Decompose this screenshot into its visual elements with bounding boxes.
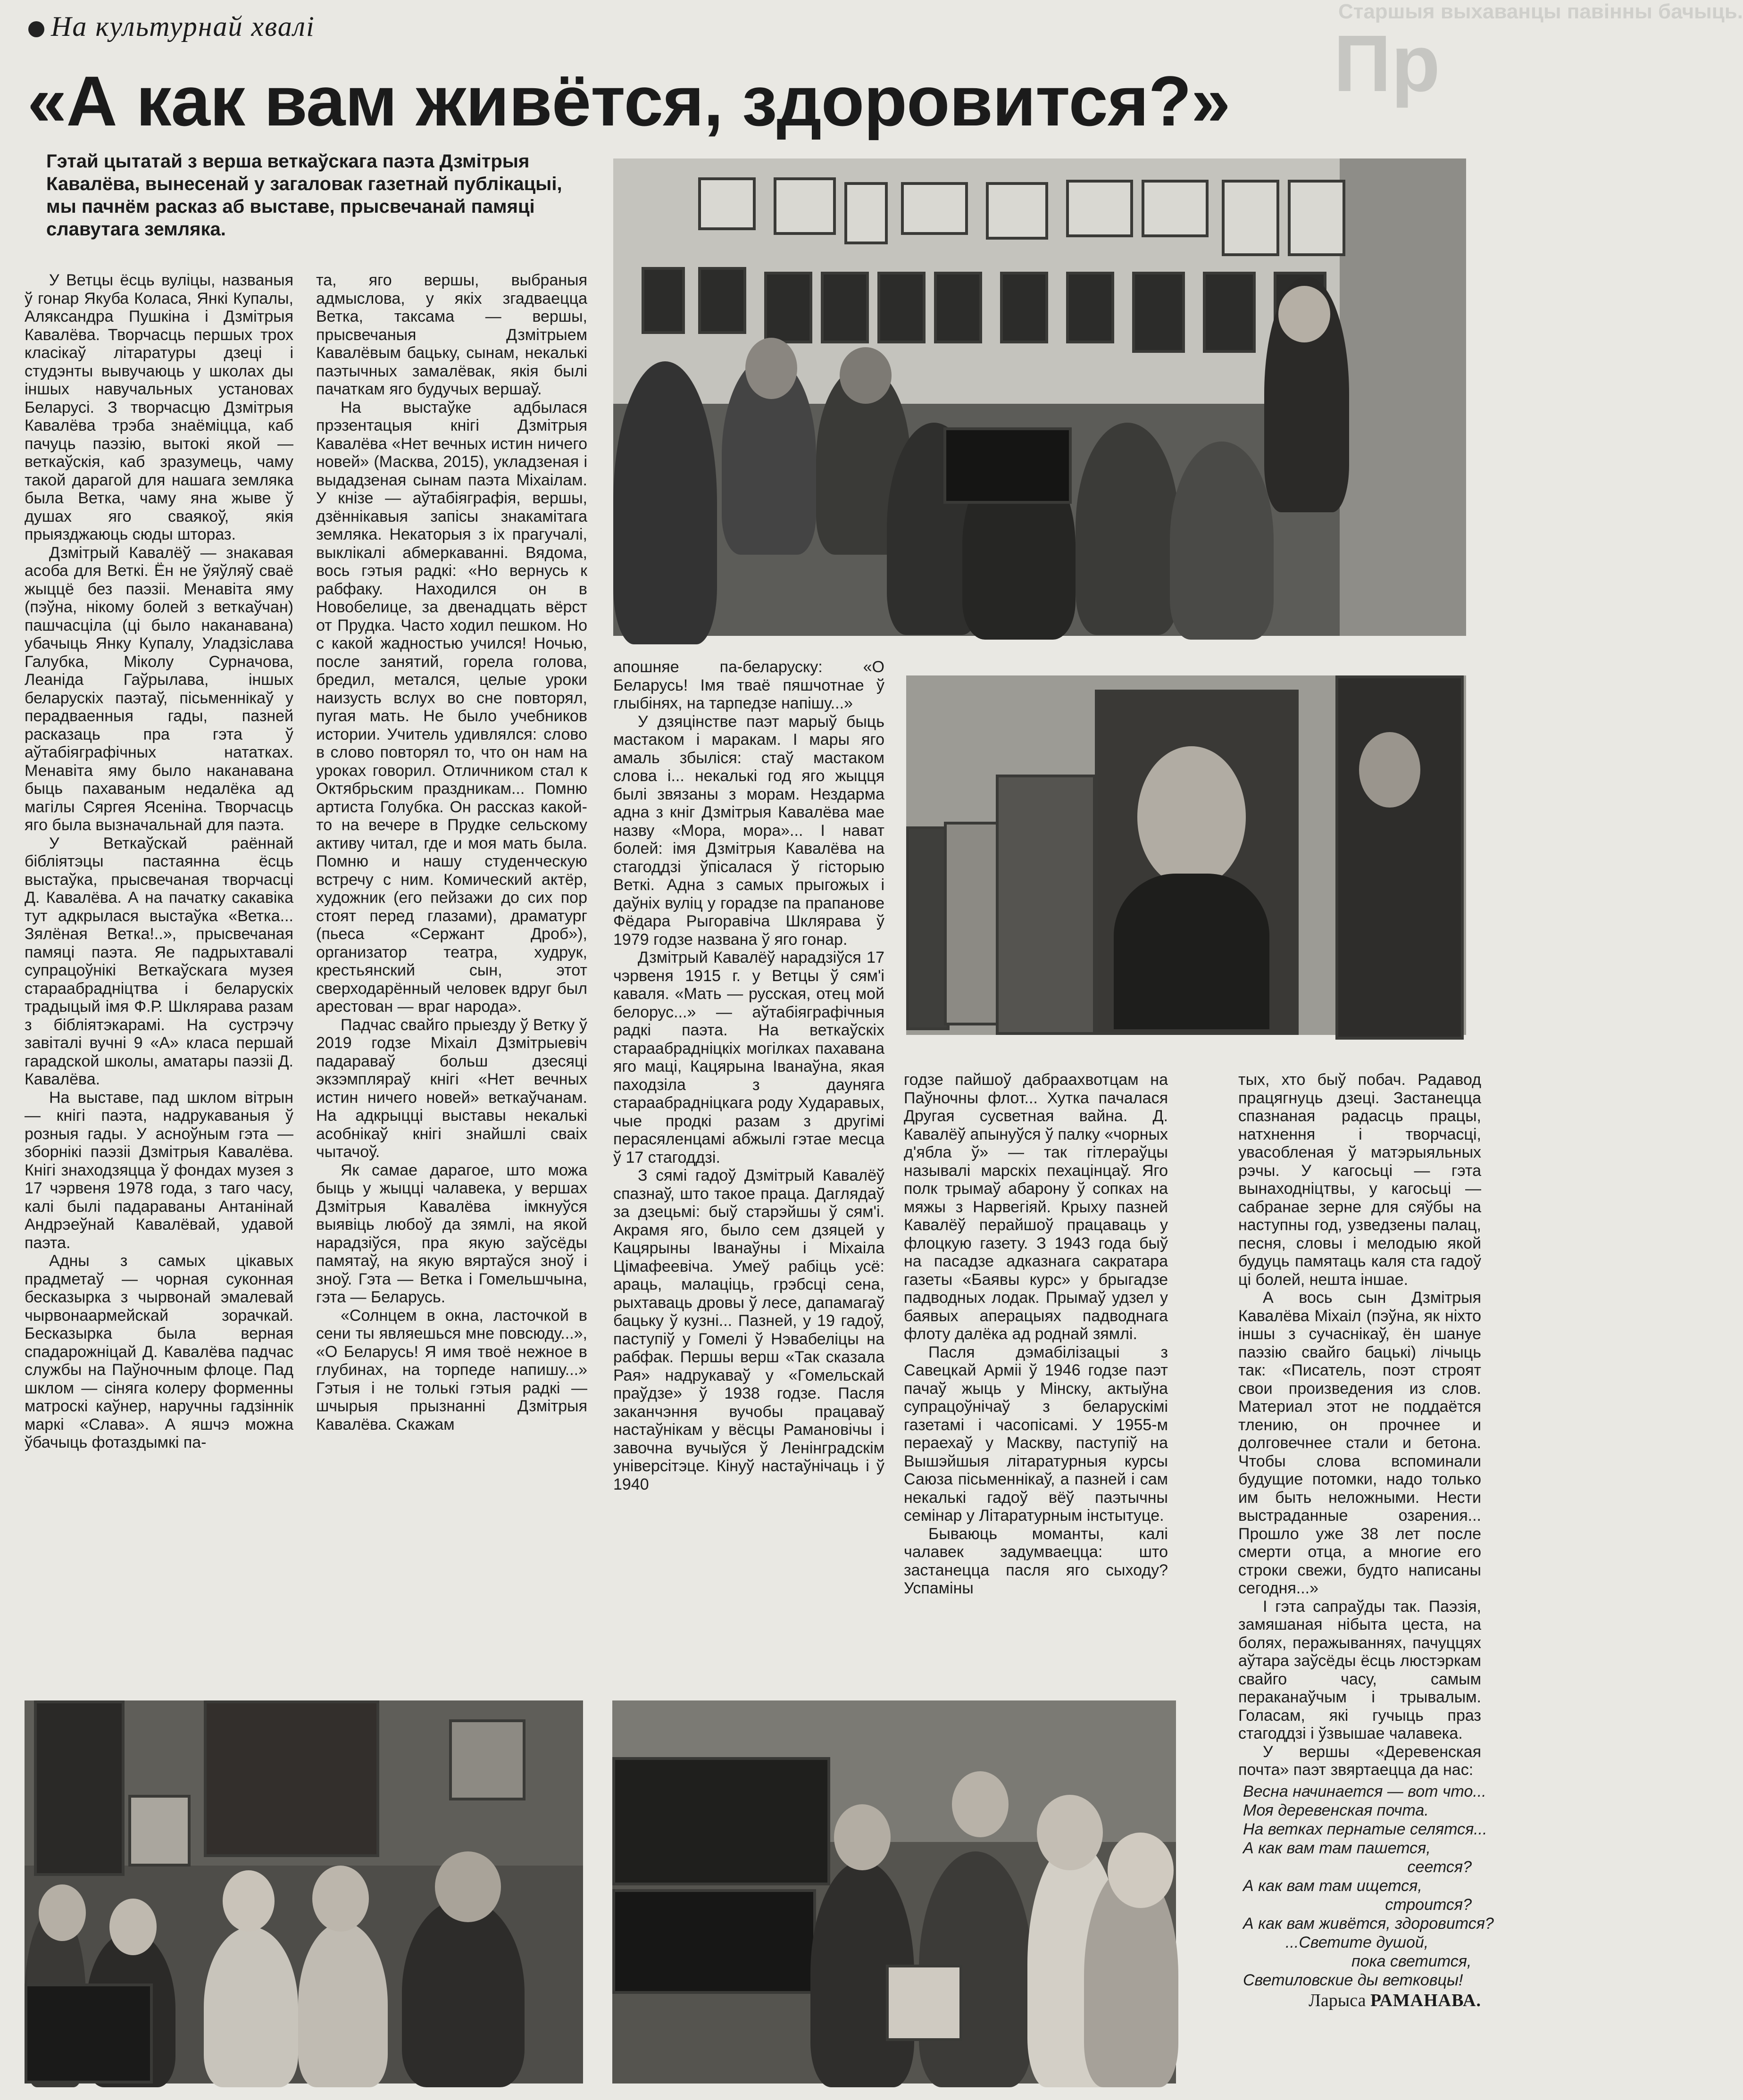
article-column-2 [316, 271, 587, 1433]
article-column-4 [904, 1071, 1168, 1598]
paragraph: А вось сын Дзмітрыя Кавалёва Міхаіл (пэўна, як ніхто іншы з сучаснікаў, ён шануе паэзію свайго бацькі) лічыць так: «Писатель, поэт строят свои произведения из слов. Материал этот не поддаётся тлению, он прочнее и долговечнее стали и бетона. Чтобы слова вспоминали будущие потомки, надо только им быть неложными. Нести выстраданные озарения... Прошло уже 38 лет после смерти отца, а многие его строки свежи, будто написаны сегодня...» [1238, 1289, 1481, 1597]
paragraph: Дзмітрый Кавалёў нарадзіўся 17 чэрвеня 1915 г. у Ветцы ў сям'і каваля. «Мать — русская, отец мой белорус...» — аўтабіяграфічныя радкі паэта. На веткаўскіх стараабрадніцкіх могілках пахавана яго маці, Кацярына Іванаўна, якая паходзіла з дауняга стараабрадніцкага роду Хударавых, чые продкі разам з другімі перасяленцамі абжылі гэтае месца ў 17 стагоддзі. [613, 949, 884, 1167]
photo-exhibition-hall [613, 158, 1466, 636]
paragraph: З сямі гадоў Дзмітрый Кавалёў спазнаў, што такое праца. Даглядаў за дзецьмі: быў старэйшы ў сям'і. Акрамя яго, было сем дзяцей у Кацярыны Іванаўны і Міхаіла Цімафеевіча. Умеў рабіць усё: араць, малаціць, грэбсці сена, рыхтаваць дровы ў лесе, дапамагаў бацьку ў кузні... Пазней, у 19 гадоў, паступіў у Гомелі ў Нэвабеліцы на рабфак. Першы верш «Так сказала Рая» надрукаваў у «Гомельскай праўдзе» ў 1938 годзе. Пасля заканчэння вучобы працаваў настаўнікам у вёсцы Рамановічы і завочна вучыўся ў Ленінградскім універсітэце. Кінуў настаўнічаць і ў 1940 [613, 1167, 884, 1493]
paragraph: У дзяцінстве паэт марыў быць мастаком і маракам. І мары яго амаль збыліся: стаў мастаком слова і... некалькі год яго жыцця былі звязаны з морам. Нездарма адна з кніг Дзмітрыя Кавалёва мае назву «Мора, мора»... І нават болей: імя Дзмітрыя Кавалёва на стагоддзі ўпісалася ў гісторыю Веткі. Адна з самых прыгожых і даўніх вуліц у горадзе па прапанове Фёдара Рыгоравіча Шклярава ў 1979 годзе названа ў яго гонар. [613, 712, 884, 949]
poem-line: А как вам там ищется, [1243, 1876, 1422, 1895]
paragraph: І гэта сапраўды так. Паэзія, замяшаная нібыта цеста, на болях, перажываннях, пачуццях аўтара заўсёды ёсць люстэркам свайго часу, самым пераканаўчым і трывалым. Голасам, які гучыць праз стагоддзі і ўзвышае чалавека. [1238, 1597, 1481, 1742]
paragraph: Як самае дарагое, што можа быць у жыцці чалавека, у вершах Дзмітрыя Кавалёва імкнуўся выявіць любоў да зямлі, на якой нарадзіўся, пра якую заўсёды памятаў, на якую вяртаўся зноў і зноў. Гэта — Ветка і Гомельшчына, гэта — Беларусь. [316, 1161, 587, 1306]
paragraph: На выстаўке адбылася прэзентацыя кнігі Дзмітрыя Кавалёва «Нет вечных истин ничего новей» (Масква, 2015), укладзеная і выдадзеная сынам паэта Міхаілам. У кнізе — аўтабіяграфія, вершы, дзённікавыя запісы знакамітага земляка. Некаторыя з іх прагучалі, выклікалі абмеркаванні. Вядома, вось гэтыя радкі: «Но вернусь к рабфаку. Находился он в Новобелице, за двенадцать вёрст от Прудка. Часто ходил пешком. Но с какой жадностью учился! Ночью, после занятий, горела голова, бредил, метался, целые уроки наизусть вслух во сне повторял, пугая мать. Не было учебников истории. Учитель удивлялся: слово в слово повторял то, что он нам на уроках говорил. Отличником стал к Октябрьским праздникам... Помню артиста Голубка. Он рассказ какой-то на вечере в Прудке сельскому активу читал, где и моя мать была. Помню и нашу студенческую встречу с ним. Комический актёр, художник (его пейзажи до сих пор стоят перед глазами), драматург (пьеса «Сержант Дроб»), организатор театра, худрук, крестьянский сын, этот сверходарённый человек вдруг был арестован — враг народа». [316, 398, 587, 1016]
poem-line: пока светится, [1351, 1952, 1472, 1970]
photo-library-readers [25, 1700, 583, 2083]
paragraph: годзе пайшоў дабраахвотцам на Паўночны флот... Хутка пачалася Другая сусветная вайна. Д. Кавалёў апынуўся ў палку «чорных д'ябла ў» — так гітлераўцы называлі марскіх пехацінцаў. Яго полк трымаў абарону ў сопках на мяжы з Нарвегіяй. Крыху пазней Кавалёў перайшоў працаваць у флоцкую газету. З 1943 года быў на пасадзе адказнага сакратара газеты «Баявы курс» у брыгадзе падводных лодак. Прымаў удзел у баявых аперацыях падводнага флоту далёка ад роднай зямлі. [904, 1071, 1168, 1343]
paragraph: тых, хто быў побач. Радавод працягнуць дзеці. Застанецца спазнаная радасць працы, натхнення і творчасці, увасобленая ў матэрыяльных рэчы. У кагосьці — гэта вынаходніцтвы, у кагосьці — сабранае зерне для сяўбы на наступны год, узведзены палац, песня, словы і мелодыю якой будуць памятаць каля ста гадоў ці болей, нешта іншае. [1238, 1071, 1481, 1289]
paragraph: У Ветцы ёсць вуліцы, названыя ў гонар Якуба Коласа, Янкі Купалы, Аляксандра Пушкіна і Дзмітрыя Кавалёва. Творчасць першых трох класікаў літаратуры дзеці і студэнты вывучаюць у школах ды іншых навучальных установах Беларусі. З творчасцю Дзмітрыя Кавалёва трэба знаёміцца, каб пачуць паэзію, вытокі якой — веткаўскія, каб зразумець, чаму такой дарагой для нашага земляка была Ветка, чаму яна жыве ў душах яго сваякоў, якія прыязджаюць сюды штораз. [25, 271, 293, 543]
article-column-1 [25, 271, 293, 1452]
paragraph: та, яго вершы, выбраныя адмыслова, у якіх згадваецца Ветка, таксама — вершы, прысвечаныя Дзмітрыем Кавалёвым бацьку, сынам, некалькі паэтычных замалёвак, якія былі пачаткам яго будучых вершаў. [316, 271, 587, 398]
poem-line: строится? [1385, 1895, 1472, 1914]
paragraph: Дзмітрый Кавалёў — знакавая асоба для Веткі. Ён не ўяўляў сваё жыццё без паэзіі. Менавіта яму (пэўна, нікому болей з веткаўчан) пашчасціла (ці было наканавана) убачыць Янку Купалу, Уладзіслава Галубка, Міколу Сурначова, Леаніда Гаўрылава, іншых беларускіх паэтаў, пісьменнікаў у перадваенныя гады, пазней расказаць пра гэта ў аўтабіяграфічных нататках. Менавіта яму было наканавана быць пахаваным недалёка ад магілы Сяргея Ясеніна. Творчасць яго была вызначальнай для паэта. [25, 543, 293, 834]
paragraph: апошняе па-беларуску: «О Беларусь! Імя тваё пяшчотнае ў глыбінях, на тарпедзе напішу...» [613, 658, 884, 712]
author-signature [1238, 1992, 1481, 2010]
paragraph: У Веткаўскай раённай бібліятэцы пастаянна ёсць выстаўка, прысвечаная творчасці Д. Кавалёва. А на пачатку сакавіка тут адкрылася выстаўка «Ветка... Зялёная Ветка!..», прысвечаная памяці паэта. Яе падрыхтавалі супрацоўнікі Веткаўскага музея стараабраднiцтва і беларускіх традыцый імя Ф.Р. Шклярава разам з бібліятэкарамі. На сустрэчу завіталі вучні 9 «А» класа першай гарадской школы, аматары паэзіі Д. Кавалёва. [25, 834, 293, 1088]
article-column-5 [1238, 1071, 1494, 2010]
article-column-3 [613, 658, 884, 1493]
adjacent-page-line: Старшыя выхаванцы павінны бачыць. [1338, 0, 1743, 23]
lead-paragraph: Гэтай цытатай з верша веткаўскага паэта Дзмітрыя Кавалёва, вынесенай у загаловак газетнай публікацыі, мы пачнём расказ аб выставе, прысвечанай памяці славутага земляка. [46, 151, 562, 240]
paragraph: У вершы «Деревенская почта» паэт звяртаецца да нас: [1238, 1742, 1481, 1779]
bullet-icon [28, 21, 44, 37]
paragraph: Пасля дэмабілізацыі з Савецкай Арміі ў 1946 годзе паэт пачаў жыць у Мінску, актыўна супрацоўнічаў з беларускімі газетамі і часопісамі. У 1955-м пераехаў у Маскву, паступіў на Вышэйшыя літаратурныя курсы Саюза пісьменнікаў, а пазней і сам некалькі гадоў вёў паэтычны семінар у Літаратурным інстытуце. [904, 1343, 1168, 1525]
poem-line: Весна начинается — вот что... [1243, 1782, 1486, 1800]
poem-line: сеется? [1407, 1858, 1472, 1876]
paragraph: На выставе, пад шклом вітрын — кнігі паэта, надрукаваныя ў розныя гады. У асноўным гэта — зборнікі паэзіі Дзмітрыя Кавалёва. Кнігі знаходзяцца ў фондах музея з 17 чэрвеня 1978 года, з таго часу, калі былі падараваны Антанінай Андрэеўнай Кавалёвай, удавой паэта. [25, 1088, 293, 1252]
poem-line: Светиловские ды ветковцы! [1243, 1971, 1463, 1989]
adjacent-page-fragment [1334, 0, 1743, 156]
poem-excerpt [1243, 1782, 1494, 1990]
paragraph: Бываюць моманты, калі чалавек задумваецца: што застанецца пасля яго сыходу? Успаміны [904, 1525, 1168, 1597]
paragraph: Падчас свайго прыезду ў Ветку ў 2019 годзе Міхаіл Дзмітрыевіч падараваў больш дзесяці экзэмпляраў кнігі «Нет вечных истин ничего новей» веткаўчанам. На адкрыцці выставы некалькі асобнікаў кнігі знайшлі сваіх чытачоў. [316, 1016, 587, 1161]
author-last-name: РАМАНАВА. [1370, 1990, 1481, 2010]
poem-line: На ветках пернатые селятся... [1243, 1820, 1487, 1838]
paragraph: «Солнцем в окна, ласточкой в сени ты являешься мне повсюду...», «О Беларусь! Я имя твоё нежное в глубинах, на торпеде напишу...» Гэтыя і не толькі гэтыя радкі — шчырыя прызнанні Дзмітрыя Кавалёва. Скажам [316, 1306, 587, 1433]
poem-line: А как вам живётся, здоровится? [1243, 1914, 1494, 1933]
poem-line: ...Светите душой, [1285, 1933, 1429, 1951]
author-first-name: Ларыса [1309, 1990, 1366, 2010]
rubric [28, 10, 315, 43]
rubric-text: На культурнай хвалі [51, 11, 315, 42]
headline: «А как вам живётся, здоровится?» [27, 61, 1230, 141]
poem-line: Моя деревенская почта. [1243, 1801, 1429, 1819]
poem-line: А как вам там пашется, [1243, 1839, 1431, 1857]
photo-students-at-event [612, 1700, 1176, 2083]
adjacent-page-headline: Пр [1334, 19, 1441, 108]
photo-portrait-display [906, 675, 1466, 1035]
paragraph: Адны з самых цікавых прадметаў — чорная суконная бесказырка з чырвонай эмалевай чырвонаармейскай зорачкай. Бесказырка была верная спадарожніцай Д. Кавалёва падчас службы на Паўночным флоце. Пад шклом — сіняга колеру форменны матроскі каўнер, наручны гадзіннік маркі «Слава». А яшчэ можна ўбачыць фотаздымкі па- [25, 1252, 293, 1451]
